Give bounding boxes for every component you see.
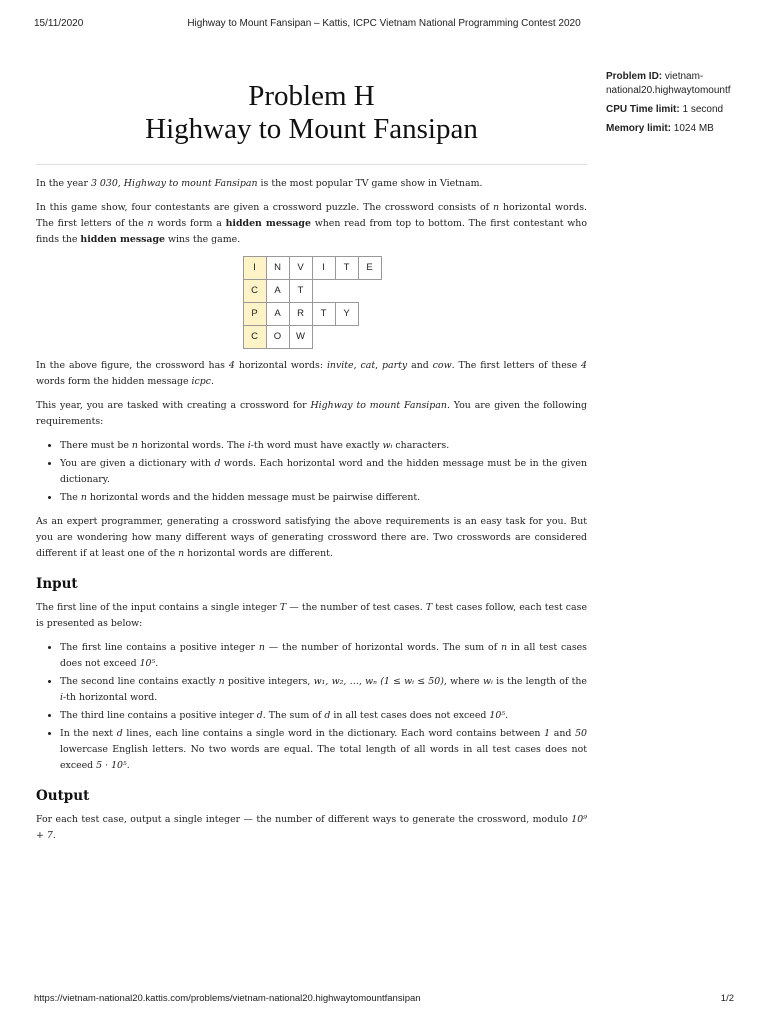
title-divider: [36, 164, 587, 165]
text: The first line of the input contains a single integer: [36, 602, 280, 613]
math: n: [80, 492, 87, 503]
crossword-cell: A: [266, 279, 290, 303]
math: n: [258, 642, 265, 653]
math: wᵢ: [382, 440, 393, 451]
problem-title: [36, 80, 587, 146]
text: .: [155, 658, 159, 669]
math: n: [493, 202, 500, 213]
text: horizontal words are different.: [184, 548, 333, 559]
input-heading: Input: [36, 576, 78, 592]
text: -th word must have exactly: [250, 440, 383, 451]
text: horizontal words. The: [137, 440, 248, 451]
list-item: [60, 674, 587, 706]
math: 10⁵: [139, 658, 156, 669]
crossword-cell: E: [358, 256, 382, 280]
text: This year, you are tasked with creating a crossword for: [36, 400, 311, 411]
text: -th horizontal word.: [63, 692, 158, 703]
input-paragraph: [36, 600, 587, 632]
math: T: [425, 602, 433, 613]
crossword-first-letter-cell: P: [243, 302, 267, 326]
text: . You are given the following requirements:: [36, 400, 587, 427]
math: 10⁹ + 7: [36, 814, 587, 841]
math: n: [147, 218, 154, 229]
cpu-limit-row: [606, 103, 746, 117]
list-item: [60, 726, 587, 774]
text: positive integers,: [224, 676, 314, 687]
text: In the next: [60, 728, 117, 739]
math: (1 ≤ wᵢ ≤ 50): [380, 676, 444, 687]
crossword-first-letter-cell: I: [243, 256, 267, 280]
text: words form a: [153, 218, 226, 229]
crossword-cell: N: [266, 256, 290, 280]
crossword-first-letter-cell: C: [243, 325, 267, 349]
text: .: [211, 376, 215, 387]
text: when read from top to bottom. The first contestant who finds the: [36, 218, 587, 245]
text: — the number of horizontal words. The sum of: [264, 642, 502, 653]
problem-label: Problem H: [248, 80, 375, 112]
text: in all test cases does not exceed: [330, 710, 490, 721]
text: lines, each line contains a single word in the dictionary. Each word contains between: [122, 728, 545, 739]
text: There must be: [60, 440, 132, 451]
word: icpc: [191, 376, 212, 387]
print-date: 15/11/2020: [34, 18, 84, 29]
math: 4: [228, 360, 235, 371]
cpu-limit-value: 1 second: [682, 104, 724, 115]
math: d: [116, 728, 123, 739]
text: In the year: [36, 178, 91, 189]
text: ,: [117, 178, 124, 189]
text: As an expert programmer, generating a crossword satisfying the above requirements is an easy task for you. But you are wondering how many different ways of generating crossword there are. Two crosswords are considered different if at least one of the: [36, 516, 587, 559]
text: In this game show, four contestants are given a crossword puzzle. The crossword consists of: [36, 202, 494, 213]
math: d: [214, 458, 221, 469]
emphasis: hidden message: [80, 234, 165, 245]
math: T: [279, 602, 287, 613]
list-item: [60, 640, 587, 672]
cpu-limit-label: CPU Time limit:: [606, 104, 680, 115]
math: 5 · 10⁵: [96, 760, 127, 771]
crossword-cell: Y: [335, 302, 359, 326]
text: The third line contains a positive integer: [60, 710, 257, 721]
math: d: [256, 710, 263, 721]
output-paragraph: [36, 812, 587, 844]
text: words. Each horizontal word and the hidden message must be in the given dictionary.: [60, 458, 587, 485]
text: and: [407, 360, 433, 371]
crossword-cell: O: [266, 325, 290, 349]
input-format-list: [36, 640, 587, 774]
show-name: Highway to mount Fansipan: [310, 400, 447, 411]
text: horizontal words:: [234, 360, 327, 371]
intro-paragraph: [36, 176, 587, 192]
word: cow: [432, 360, 452, 371]
text: is the length of the: [492, 676, 587, 687]
text: characters.: [392, 440, 450, 451]
text: .: [52, 830, 56, 841]
text: is the most popular TV game show in Vietnam.: [257, 178, 483, 189]
crossword-cell: T: [312, 302, 336, 326]
output-heading: Output: [36, 788, 90, 804]
list-item: [60, 456, 587, 488]
text: horizontal words and the hidden message must be pairwise different.: [86, 492, 421, 503]
math: n: [131, 440, 138, 451]
problem-id-value: vietnam-national20.highwaytomountf: [606, 71, 731, 96]
text: . The sum of: [262, 710, 325, 721]
math: n: [218, 676, 225, 687]
text: — the number of test cases.: [286, 602, 426, 613]
text: test cases follow, each test case is presented as below:: [36, 602, 587, 629]
problem-statement: [36, 176, 587, 852]
crossword-figure: [36, 256, 587, 348]
text: in all test cases does not exceed: [60, 642, 587, 669]
crossword-cell: V: [289, 256, 313, 280]
math: wᵢ: [482, 676, 493, 687]
text: words form the hidden message: [36, 376, 192, 387]
crossword-cell: T: [289, 279, 313, 303]
text: and: [550, 728, 576, 739]
text: ,: [375, 360, 383, 371]
figure-explanation: [36, 358, 587, 390]
math: 4: [581, 360, 588, 371]
print-url: https://vietnam-national20.kattis.com/problems/vietnam-national20.highwaytomountfansipan: [34, 993, 421, 1004]
word: cat: [360, 360, 376, 371]
memory-limit-row: [606, 122, 746, 136]
text: In the above figure, the crossword has: [36, 360, 229, 371]
problem-meta: [606, 70, 746, 141]
math: n: [178, 548, 185, 559]
text: lowercase English letters. No two words are equal. The total length of all words in all test cases does not exceed: [60, 744, 587, 771]
text: .: [126, 760, 130, 771]
print-page-title: Highway to Mount Fansipan – Kattis, ICPC Vietnam National Programming Contest 2020: [187, 18, 581, 29]
emphasis: hidden message: [225, 218, 311, 229]
math: n: [501, 642, 508, 653]
text: The first line contains a positive integer: [60, 642, 259, 653]
game-paragraph: [36, 200, 587, 248]
math: i: [60, 692, 63, 703]
crossword-first-letter-cell: C: [243, 279, 267, 303]
page-number: 1/2: [720, 993, 734, 1004]
math: 3 030: [90, 178, 118, 189]
crossword-cell: A: [266, 302, 290, 326]
crossword-cell: I: [312, 256, 336, 280]
text: You are given a dictionary with: [60, 458, 215, 469]
requirements-list: [36, 438, 587, 506]
text: The second line contains exactly: [60, 676, 219, 687]
memory-limit-label: Memory limit:: [606, 123, 672, 134]
task-paragraph: [36, 398, 587, 430]
problem-id-row: [606, 70, 746, 98]
text: ,: [353, 360, 361, 371]
memory-limit-value: 1024 MB: [673, 123, 714, 134]
question-paragraph: [36, 514, 587, 562]
text: .: [505, 710, 509, 721]
list-item: [60, 708, 587, 724]
word: invite: [326, 360, 354, 371]
math: 10⁵: [489, 710, 506, 721]
crossword-cell: R: [289, 302, 313, 326]
text: , where: [443, 676, 483, 687]
text: . The first letters of these: [451, 360, 582, 371]
list-item: [60, 490, 587, 506]
text: For each test case, output a single integer — the number of different ways to generate the crossword, modulo: [36, 814, 572, 825]
word: party: [382, 360, 408, 371]
text: The: [60, 492, 81, 503]
crossword-cell: W: [289, 325, 313, 349]
text: wins the game.: [165, 234, 241, 245]
text: horizontal words. The first letters of the: [36, 202, 587, 229]
math: 1: [544, 728, 551, 739]
show-name: Highway to mount Fansipan: [123, 178, 258, 189]
math: i: [247, 440, 251, 451]
list-item: [60, 438, 587, 454]
math: w₁, w₂, …, wₙ: [313, 676, 377, 687]
crossword-grid: [243, 256, 381, 348]
problem-id-label: Problem ID:: [606, 71, 663, 82]
math: d: [324, 710, 331, 721]
math: 50: [575, 728, 587, 739]
crossword-cell: T: [335, 256, 359, 280]
problem-name: Highway to Mount Fansipan: [145, 113, 478, 145]
